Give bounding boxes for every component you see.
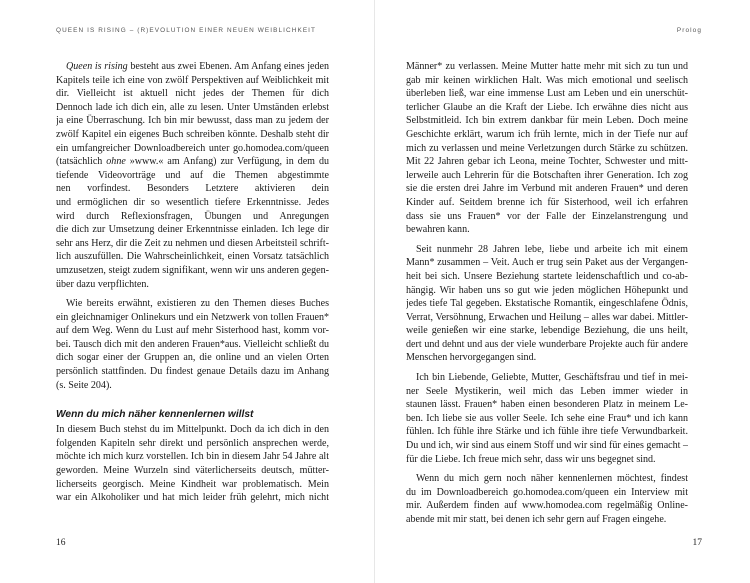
text-line: Selbstmitleid. Ich bin extrem dankbar für mein Leben. Doch meine [406,115,688,127]
text-line: ner Seele Mystikerin, weil mich das Leben immer wieder in [406,385,688,397]
text-line: Du und ich, wir sind aus einem Stoff und wir sind für eines gemacht – [406,440,688,452]
text-line: licherseits georgisch. Meine Kindheit war problematisch. Mein [56,478,329,490]
text-line: fühlen. Ich fühle ihre Stärke und ich fühle ihre tiefe Verwundbarkeit. [406,426,688,438]
text-line: Verrat, Versöhnung, Erwachen und Heilung – alles war dabei. Mittler- [406,311,688,323]
text-line: überleben ließ, war eine immense Lust am Leben und ein unerschüt- [406,88,688,100]
text-line: und ermöglichen dir so wesentlich tiefere Erkenntnisse. Jedes [56,196,329,208]
text-line: Seit nunmehr 28 Jahren lebe, liebe und arbeite ich mit einem [416,243,688,255]
text-line: dert und dehnt und aus der viele wunderbare Projekte auch für andere [406,338,688,350]
text-line: ja eine Überraschung. Ich bin mir bewusst, dass man zu jedem der [56,115,329,127]
text-line: (s. Seite 204). [56,379,112,391]
text-line: gab mir keinen wirklichen Halt. Was mich emotional und seelisch [406,74,688,86]
section-heading: Wenn du mich näher kennenlernen willst [56,409,254,421]
text-line: terlicher Glaube an die Kraft der Liebe. Ich erwähne dies nicht aus [406,101,688,113]
text-line: sehr ans Herz, dir die Zeit zu nehmen und diesen Arbeitsteil schrift- [56,237,329,249]
text-line: Kinder auf. Seitdem brenne ich für Sisterhood, weil ich erfahren [406,196,688,208]
text-line: zwölf Kapitel ein eigenes Buch schreiben könnte. Deshalb steht dir [56,128,329,140]
right-body-text [406,60,688,527]
text-line: sie die ersten drei Jahre im Verbund mit anderen Frauen* und deren [406,183,688,195]
text-line: In diesem Buch stehst du im Mittelpunkt. Doch da ich dich in den [56,424,329,436]
text-line: dir. Vielleicht ist aktuell nicht jedes der Themen für dich [56,88,329,100]
text-line: Kapitels teile ich eine von zwölf Perspektiven auf Weiblichkeit mit [56,74,329,86]
left-body-text [56,60,329,505]
text-line: du im Downloadbereich go.homodea.com/queen ein Interview mit [406,486,688,498]
text-line: Mit 22 Jahren gebar ich Leona, meine Tochter, Schwester und mitt- [406,156,688,168]
text-line: heit bei sich. Unsere Beziehung startete leidenschaftlich und co-ab- [406,270,688,282]
text-line: lich auszufüllen. Die Wahrscheinlichkeit, einen Vorsatz tatsächlich [56,251,329,263]
text-line: möchte ich mich kurz vorstellen. Ich bin in diesem Jahr 54 Jahre alt [56,451,329,463]
text-line: die dich zur Umsetzung deiner Erkenntnisse einladen. Ich lege dir [56,224,329,236]
text-line: lerweile auch Lehrerin für die Botschaften ihrer Generation. Ich zog [406,169,688,181]
text-line: ein umfangreicher Downloadbereich unter go.homodea.com/queen [56,142,329,154]
text-line: jedes tiefe Tal gegeben. Ekstatische Romantik, eingeschlafene Ödnis, [406,298,688,310]
running-header-chapter: Prolog [676,27,702,34]
text-line: Ich bin Liebende, Geliebte, Mutter, Geschäftsfrau und tief in mei- [416,372,688,384]
text-line: mich zu verlassen und meine Verletzungen durch Stärke zu schützen. [406,142,688,154]
text-line: Geschichte erklärt, warum ich früh lernte, mich in der Tiefe nur auf [406,128,688,140]
text-line: Wenn du mich gern noch näher kennenlernen möchtest, findest [416,473,688,485]
page-number: 16 [56,538,66,548]
text-line: dass sie uns Frauen* vor der Falle der Einzelanstrengung und [406,210,688,222]
text-line: Queen is rising besteht aus zwei Ebenen. Am Anfang eines jeden [66,61,329,72]
text-line: persönlich stattfinden. Du findest genaue Details dazu im Anhang [56,366,329,378]
text-line: Dennoch lade ich dich ein, alle zu lesen. Unter Umständen erlebst [56,101,329,113]
text-line: hängig. Wir haben uns so gut wie jeden möglichen Höhepunkt und [406,284,688,296]
text-line: tiefende Videovorträge und auf die Themen abgestimmte [56,169,329,181]
text-line: weile genießen wir eine starke, lebendige Beziehung, die uns heilt, [406,325,688,337]
right-page [375,0,750,583]
running-header: QUEEN IS RISING – (R)EVOLUTION EINER NEUEN WEIBLICHKEIT [56,27,317,34]
text-line: für die Liebe. Ich freue mich sehr, dass wir uns begegnet sind. [406,453,656,465]
text-line: dich sogar einer der Gruppen an, die online und an vielen Orten [56,352,329,364]
text-line: nen vorfindest. Besonders Letztere aktivieren dein [56,183,329,195]
text-line: staunen lässt. Frauen* haben einen besonderen Platz in meinem Le- [406,399,688,411]
text-line: (tatsächlich ohne »www.« am Anfang) zur Verfügung, in dem du [56,156,329,168]
text-line: Menschen hervorgegangen sind. [406,352,537,364]
text-line: bewahren kann. [406,224,470,236]
text-line: folgenden Kapiteln sehr direkt und persönlich ansprechen werde, [56,437,329,449]
text-line: ben. Ich liebe sie aus voller Seele. Ich sehe eine Frau* und ich kann [406,412,688,424]
page-number: 17 [692,538,702,548]
text-line: ein gleichnamiger Onlinekurs und ein Netzwerk von tollen Frauen* [56,311,329,323]
section-gap [56,392,329,408]
text-line: Männer* zu verlassen. Meine Mutter hatte mehr mit sich zu tun und [406,61,688,72]
text-line: über dazu verpflichten. [56,278,149,290]
text-line: auf dem Weg. Wenn du Lust auf mehr Sisterhood hast, komm vor- [56,325,329,337]
text-line: wird durch Reflexionsfragen, Übungen und Anregungen [56,210,329,222]
text-line: Wie bereits erwähnt, existieren zu den Themen dieses Buches [66,298,329,310]
text-line: Mann* zusammen – Veit. Auch er trug sein Paket aus der Vergangen- [406,257,688,269]
text-line: geworden. Meine Wurzeln sind väterlicherseits deutsch, mütter- [56,465,329,477]
text-line: abende mit mir statt, bei denen ich sehr gern auf Fragen eingehe. [406,514,667,525]
text-line: umzusetzen, steigt zudem signifikant, wenn wir uns anderen gegen- [56,264,329,276]
text-line: mir. Außerdem finden auf www.homodea.com regelmäßig Online- [406,500,688,512]
text-line: bei. Tausch dich mit den anderen Frauen*aus. Vielleicht schließt du [56,338,329,350]
text-line: war ein Alkoholiker und hat mich leider früh gelehrt, mich nicht [56,492,329,504]
